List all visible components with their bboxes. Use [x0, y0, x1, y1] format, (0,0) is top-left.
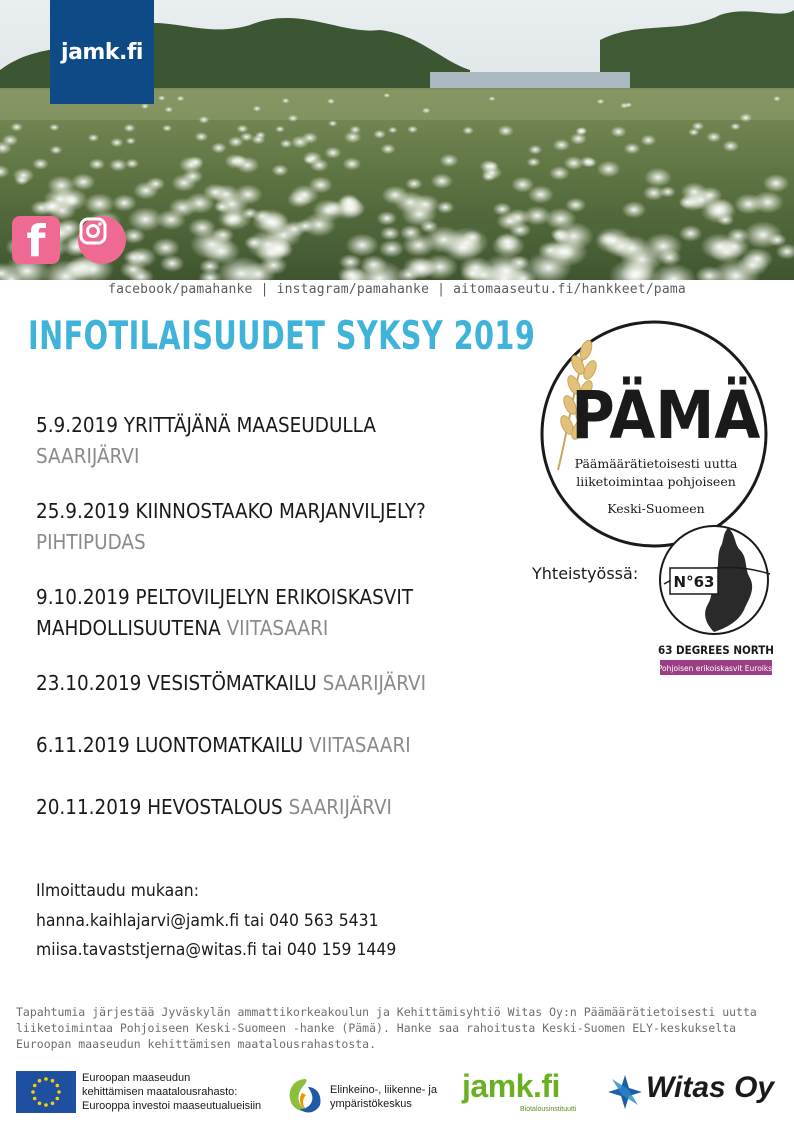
link-separator: |	[260, 282, 269, 297]
event-title: 9.10.2019 PELTOVILJELYN ERIKOISKASVIT	[36, 585, 414, 609]
ely-line: Elinkeino-, liikenne- ja	[330, 1084, 437, 1096]
event-item	[36, 792, 496, 823]
eu-fund-text	[82, 1071, 261, 1113]
event-place: SAARIJÄRVI	[322, 671, 427, 695]
link-separator: |	[437, 282, 446, 297]
page-title: INFOTILAISUUDET SYKSY 2019	[28, 314, 536, 359]
eu-fund-line: Euroopan maaseudun	[82, 1072, 191, 1084]
facebook-icon[interactable]: f	[12, 216, 60, 264]
63-degrees-north-logo	[658, 524, 774, 676]
pama-logo	[538, 320, 770, 552]
event-place: VIITASAARI	[308, 733, 411, 757]
ely-keskus-text	[330, 1083, 437, 1111]
jamk-logo[interactable]: jamk.fi	[50, 0, 154, 104]
instagram-link[interactable]: instagram/pamahanke	[276, 282, 430, 297]
contact-heading: Ilmoittaudu mukaan:	[36, 881, 199, 901]
n63-badge: N°63	[673, 573, 715, 591]
pama-tagline-2: liiketoimintaa pohjoiseen	[576, 474, 736, 489]
footer-description: Tapahtumia järjestää Jyväskylän ammattikorkeakoulun ja Kehittämisyhtiö Witas Oy:n Päämäärätietoisesti uutta liiketoimintaa Pohjoiseen Keski-Suomeen -hanke (Pämä). Hanke saa rahoitusta Keski-Suomen ELY-keskukselta Euroopan maaseudun kehittämisen maatalousrahastosta.	[16, 1005, 757, 1051]
jamk-footer-logo: jamk.fi	[462, 1068, 560, 1104]
contact-line[interactable]: hanna.kaihlajarvi@jamk.fi tai 040 563 5431	[36, 910, 379, 931]
event-place: VIITASAARI	[226, 616, 329, 640]
instagram-icon[interactable]	[78, 216, 126, 264]
facebook-link[interactable]: facebook/pamahanke	[108, 282, 253, 297]
contact-info	[36, 877, 396, 966]
event-title: 20.11.2019 HEVOSTALOUS	[36, 795, 283, 819]
eu-fund-line: kehittämisen maatalousrahasto:	[82, 1086, 238, 1098]
event-item	[36, 496, 496, 558]
eu-fund-line: Eurooppa investoi maaseutualueisiin	[82, 1100, 262, 1112]
social-links	[0, 280, 794, 300]
event-title-cont: MAHDOLLISUUTENA	[36, 616, 221, 640]
event-item	[36, 668, 496, 699]
jamk-footer-sub: Biotalousinstituutti	[520, 1106, 577, 1113]
pama-tagline-1: Päämäärätietoisesti uutta	[574, 456, 738, 471]
witas-star-icon	[606, 1073, 644, 1111]
event-title: 5.9.2019 YRITTÄJÄNÄ MAASEUDULLA	[36, 413, 376, 437]
ely-keskus-icon	[286, 1075, 326, 1115]
event-title: 23.10.2019 VESISTÖMATKAILU	[36, 671, 317, 695]
event-place: SAARIJÄRVI	[288, 795, 392, 819]
event-item	[36, 410, 496, 472]
hero-image	[0, 0, 794, 280]
contact-line[interactable]: miisa.tavaststjerna@witas.fi tai 040 159 1449	[36, 940, 397, 960]
witas-logo: Witas Oy	[646, 1071, 775, 1104]
n63-name: 63 DEGREES NORTH	[658, 643, 774, 657]
cooperation-label: Yhteistyössä:	[532, 564, 639, 583]
instagram-glyph	[78, 216, 108, 246]
event-list	[36, 410, 536, 854]
event-title: 6.11.2019 LUONTOMATKAILU	[36, 733, 304, 757]
event-title: 25.9.2019 KIINNOSTAAKO MARJANVILJELY?	[36, 499, 426, 523]
event-item	[36, 582, 496, 644]
pama-wordmark: PÄMÄ	[571, 377, 761, 454]
eu-flag-icon	[16, 1071, 76, 1113]
pama-tagline-3: Keski-Suomeen	[607, 501, 705, 516]
website-link[interactable]: aitomaaseutu.fi/hankkeet/pama	[453, 282, 686, 297]
event-item	[36, 730, 496, 761]
event-place: PIHTIPUDAS	[36, 530, 146, 554]
n63-tagline: Pohjoisen erikoiskasvit Euroiksi	[658, 664, 774, 673]
event-place: SAARIJÄRVI	[36, 444, 140, 468]
ely-line: ympäristökeskus	[330, 1098, 412, 1110]
